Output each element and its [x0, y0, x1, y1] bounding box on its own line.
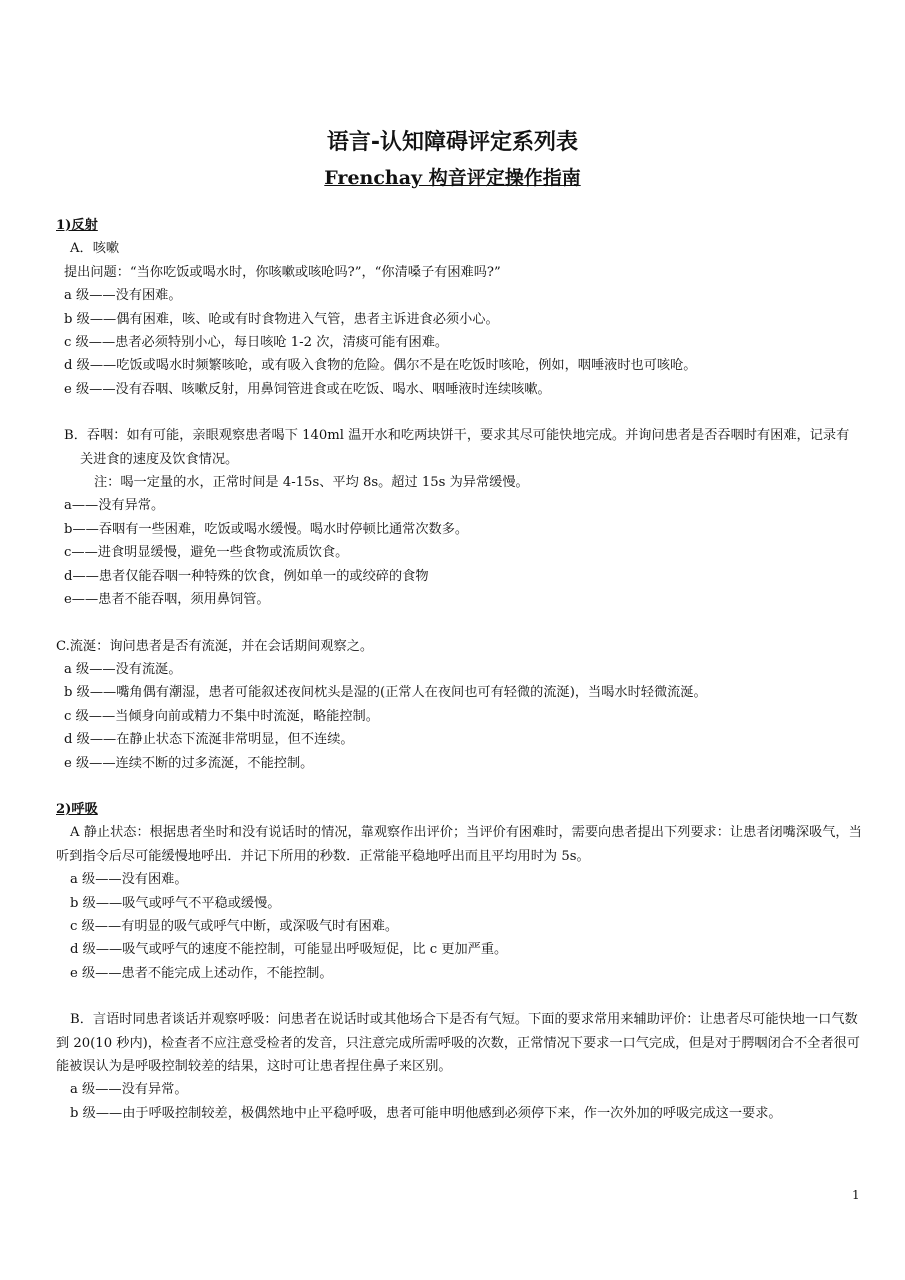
grade-line: c 级——当倾身向前或精力不集中时流涎，略能控制。: [64, 708, 379, 724]
grade-line: d——患者仅能吞咽一种特殊的饮食，例如单一的或绞碎的食物: [64, 568, 429, 584]
grade-line: b——吞咽有一些困难，吃饭或喝水缓慢。喝水时停顿比通常次数多。: [64, 521, 469, 537]
document-title: 语言-认知障碍评定系列表: [326, 130, 579, 155]
item-note-swallow: 注：喝一定量的水，正常时间是 4-15s、平均 8s。超过 15s 为异常缓慢。: [94, 475, 529, 491]
grade-line: e——患者不能吞咽，须用鼻饲管。: [64, 592, 270, 608]
grade-line: c——进食明显缓慢，避免一些食物或流质饮食。: [64, 545, 349, 561]
grade-line: a 级——没有困难。: [70, 872, 188, 888]
item-intro-swallow: B．吞咽：如有可能，亲眼观察患者喝下 140ml 温开水和吃两块饼干，要求其尽可能快地完成。并询问患者是否吞咽时有困难，记录有关进食的速度及饮食情况。: [64, 428, 850, 467]
item-intro-drool: C.流涎：询问患者是否有流涎，并在会话期间观察之。: [56, 638, 374, 654]
page-number: 1: [852, 1188, 860, 1202]
item-intro-speech: B．言语时同患者谈话并观察呼吸：问患者在说话时或其他场合下是否有气短。下面的要求常用来辅助评价：让患者尽可能快地一口气数到 20(10 秒内)，检查者不应注意受检者的发音，只注意完成所需呼吸的次数，正常情况下要求一口气完成，但是对于腭咽闭合不全者很可能被误认为是呼吸控制较差的结果，这时可让患者捏住鼻子来区别。: [56, 1012, 860, 1074]
grade-line: b 级——偶有困难，咳、呛或有时食物进入气管，患者主诉进食必须小心。: [64, 311, 499, 327]
item-intro-rest: A 静止状态：根据患者坐时和没有说话时的情况，靠观察作出评价；当评价有困难时，需要向患者提出下列要求：让患者闭嘴深吸气，当听到指令后尽可能缓慢地呼出．并记下所用的秒数．正常能平稳地呼出而且平均用时为 5s。: [56, 825, 862, 864]
grade-line: a——没有异常。: [64, 498, 165, 514]
grade-line: a 级——没有流涎。: [64, 661, 182, 677]
section-heading-reflex: 1)反射: [56, 218, 98, 233]
document-body: [56, 214, 862, 1125]
item-question-cough: 提出问题：“当你吃饭或喝水时，你咳嗽或咳呛吗?”，“你清嗓子有困难吗?”: [64, 264, 501, 280]
grade-line: a 级——没有异常。: [70, 1082, 188, 1098]
grade-line: c 级——有明显的吸气或呼气中断，或深吸气时有困难。: [70, 918, 399, 934]
grade-line: b 级——由于呼吸控制较差，极偶然地中止平稳呼吸，患者可能申明他感到必须停下来，作一次外加的呼吸完成这一要求。: [70, 1105, 782, 1121]
grade-line: e 级——患者不能完成上述动作，不能控制。: [70, 965, 333, 981]
grade-line: e 级——没有吞咽、咳嗽反射，用鼻饲管进食或在吃饭、喝水、咽唾液时连续咳嗽。: [64, 381, 551, 397]
grade-line: d 级——在静止状态下流涎非常明显，但不连续。: [64, 732, 354, 748]
grade-line: e 级——连续不断的过多流涎，不能控制。: [64, 755, 314, 771]
item-label-cough: A．咳嗽: [70, 241, 120, 257]
grade-line: a 级——没有困难。: [64, 288, 182, 304]
grade-line: d 级——吸气或呼气的速度不能控制，可能显出呼吸短促，比 c 更加严重。: [70, 942, 508, 958]
grade-line: c 级——患者必须特别小心，每日咳呛 1-2 次，清痰可能有困难。: [64, 335, 449, 351]
grade-line: b 级——吸气或呼气不平稳或缓慢。: [70, 895, 281, 911]
document-subtitle: Frenchay 构音评定操作指南: [324, 167, 581, 189]
grade-line: b 级——嘴角偶有潮湿，患者可能叙述夜间枕头是湿的(正常人在夜间也可有轻微的流涎)，当喝水时轻微流涎。: [64, 685, 707, 701]
grade-line: d 级——吃饭或喝水时频繁咳呛，或有吸入食物的危险。偶尔不是在吃饭时咳呛，例如，咽唾液时也可咳呛。: [64, 358, 697, 374]
section-heading-breathing: 2)呼吸: [56, 801, 98, 817]
